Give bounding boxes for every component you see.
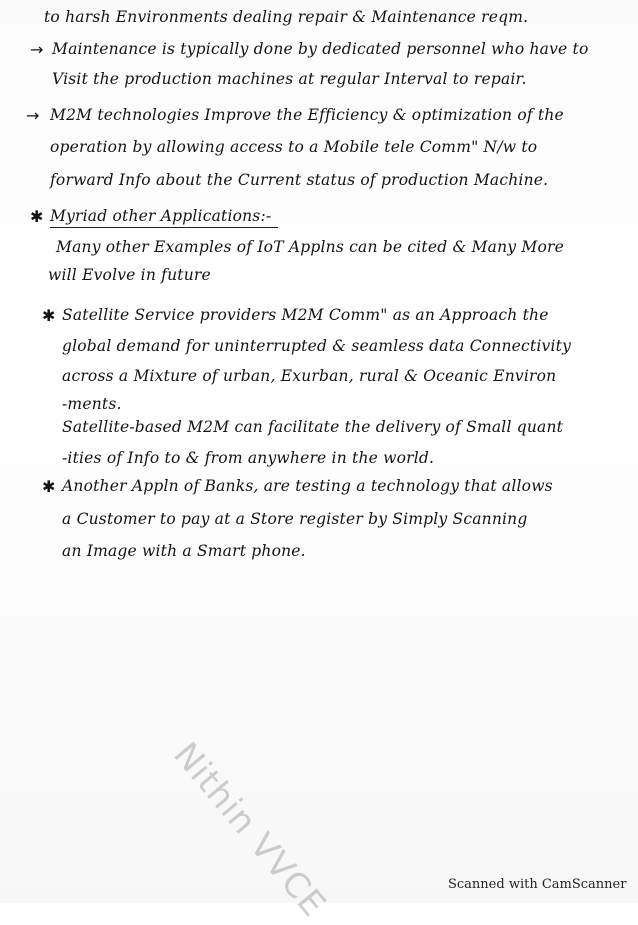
note-line: Many other Examples of IoT Applns can be cited & Many More [56, 238, 564, 256]
star-bullet-icon: ✱ [42, 306, 56, 325]
note-line: Maintenance is typically done by dedicated personnel who have to [52, 40, 589, 58]
note-line: Satellite-based M2M can facilitate the delivery of Small quant [62, 418, 564, 436]
note-line: Satellite Service providers M2M Comm" as an Approach the [62, 306, 549, 324]
note-line: operation by allowing access to a Mobile tele Comm" N/w to [50, 138, 538, 156]
note-line: will Evolve in future [48, 266, 211, 284]
note-line: global demand for uninterrupted & seamless data Connectivity [62, 337, 572, 355]
note-line: a Customer to pay at a Store register by Simply Scanning [62, 510, 528, 528]
section-heading: Myriad other Applications:- [50, 207, 272, 225]
note-line: M2M technologies Improve the Efficiency & optimization of the [50, 106, 564, 124]
watermark-text: Nithin VVCE [165, 735, 334, 925]
arrow-bullet-icon: → [26, 106, 40, 125]
arrow-bullet-icon: → [30, 40, 44, 59]
note-line: across a Mixture of urban, Exurban, rural & Oceanic Environ [62, 367, 557, 385]
star-bullet-icon: ✱ [42, 477, 56, 496]
heading-underline [50, 227, 278, 228]
note-line: Another Appln of Banks, are testing a technology that allows [62, 477, 553, 495]
note-line: forward Info about the Current status of production Machine. [50, 171, 549, 189]
note-line: -ments. [62, 395, 122, 413]
star-bullet-icon: ✱ [30, 207, 44, 226]
note-line: -ities of Info to & from anywhere in the world. [62, 449, 435, 467]
note-line: an Image with a Smart phone. [62, 542, 306, 560]
note-line: Visit the production machines at regular Interval to repair. [52, 70, 527, 88]
note-line: to harsh Environments dealing repair & Maintenance reqm. [44, 8, 529, 26]
scanner-footer: Scanned with CamScanner [448, 877, 627, 892]
